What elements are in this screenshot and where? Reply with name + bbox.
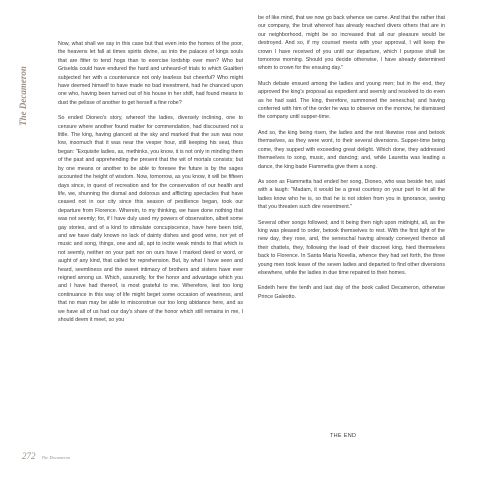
paragraph: Several other songs followed; and it being then nigh upon midnight, all, as the king was pleased to order, betook themselves to rest. With the first light of the new day, they rose, and, the seneschal having already conveyed thence all their chattels, they, following the lead of their discreet king, hied themselves back to Florence. In Santa Maria Novella, whence they had set forth, the three young men took leave of the seven ladies and departed to find other diversions elsewhere, while the ladies in due time repaired to their homes. xyxy=(258,219,445,276)
paragraph: Much debate ensued among the ladies and young men; but in the end, they approved the king's proposal as expedient and seemly and resolved to do even as he had said. The king, therefore, summoned the seneschal; and having conferred with him of the order he was to observe on the morrow, he dismissed the company until supper-time. xyxy=(258,80,445,121)
paragraph: And so, the king being risen, the ladies and the rest likewise rose and betook themselves, as they were wont, to their several diversions. Supper-time being come, they supped with exceeding great delight. Which done, they addressed themselves to song, music, and dancing; and, while Lauretta was leading a dance, the king bade Fiammetta give them a song. xyxy=(258,129,445,170)
paragraph: So ended Dioneo's story, whereof the ladies, diversely inclining, one to censure where another found matter for commendation, had discoursed not a little. The king, having glanced at the sky and marked that the sun was now low, insomuch that it was near the vesper hour, still keeping his seat, thus began: "Exquisite ladies, as, methinks, you know, it is not only in minding them of the past and apprehending the present that the wit of mortals consists; but by one means or another to be able to foresee the future is by the sages accounted the height of wisdom. Now, tomorrow, as you know, it will be fifteen days since, in quest of recreation and for the conservation of our health and life, we, shunning the dismal and dolorous and afflicting spectacles that have ceased not in our city since this season of pestilence began, took our departure from Florence. Wherein, to my thinking, we have done nothing that was not seemly; for, if I have duly used my powers of observation, albeit some gay stories, and of a kind to stimulate concupiscence, have here been told, and we have daily known no lack of dainty dishes and good wine, nor yet of music and song, things, one and all, apt to incite weak minds to that which is not seemly, neither on your part nor on ours have I marked deed or word, or aught of any kind, that called for reprehension. But, by what I have seen and heard, seemliness and the sweet intimacy of brothers and sisters have ever reigned among us. Which, assuredly, for the honor and advantage which you and I have had thereof, is most grateful to me. Wherefore, lest too long continuance in this way of life might beget some occasion of weariness, and that no man may be able to misconstrue our too long abidance here, and as we have all of us had our day's share of the honor which still remains in me, I should deem it meet, so you xyxy=(58,115,243,323)
page-number: 272 xyxy=(22,451,36,461)
left-text-column xyxy=(58,40,243,331)
right-text-column xyxy=(258,14,445,308)
page-footer xyxy=(22,446,70,464)
the-end-label: THE END xyxy=(330,433,357,439)
paragraph: As soon as Fiammetta had ended her song, Dioneo, who was beside her, said with a laugh: "Madam, it would be a great courtesy on your part to let all the ladies know who he is, so that he is not stolen from you in ignorance, seeing that you threaten such dire resentment." xyxy=(258,178,445,211)
paragraph: Now, what shall we say in this case but that even into the homes of the poor, the heavens let fall at times spirits divine, as into the palaces of kings souls that are fitter to tend hogs than to exercise lordship over men? Who but Griselda could have endured the hard and unheard-of trials to which Gualtieri subjected her with a countenance not only tearless but cheerful? Who might have deemed himself to have made no bad investment, had he chanced upon one who, having been turned out of his house in her shift, had found means to dust the pelisse of another to get herself a fine robe? xyxy=(58,41,243,106)
footer-title: The Decameron xyxy=(41,455,71,460)
paragraph: Endeth here the tenth and last day of the book called Decameron, otherwise Prince Galeotto. xyxy=(258,285,445,300)
side-running-title: The Decameron xyxy=(18,66,28,126)
paragraph: be of like mind, that we now go back whence we came. And that the rather that our company, the bruit whereof has already reached divers others that are in our neighborhood, might be so increased that all our pleasure would be destroyed. And so, if my counsel meets with your approval, I will keep the crown I have received of you until our departure, which I purpose shall be tomorrow morning. Should you decide otherwise, I have already determined whom to crown for the ensuing day." xyxy=(258,15,445,72)
